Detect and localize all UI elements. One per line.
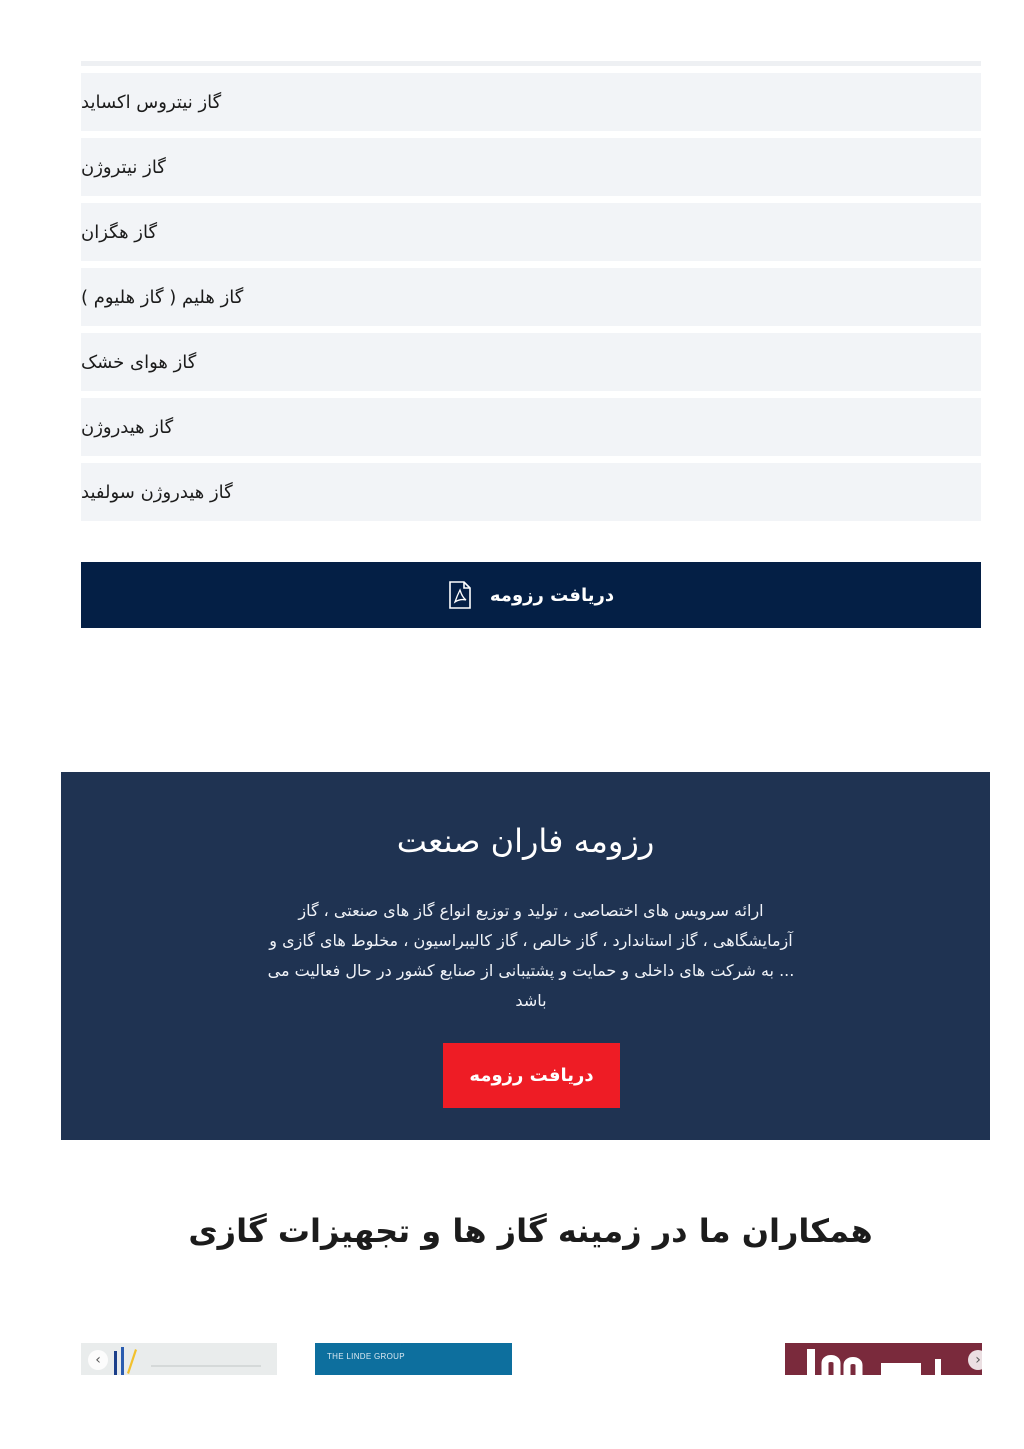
list-item-label: گاز هلیم ( گاز هلیوم ) <box>81 286 244 308</box>
list-item-label: گاز نیتروس اکساید <box>81 91 222 113</box>
list-item-label: گاز هگزان <box>81 221 158 243</box>
carousel-prev-icon[interactable]: ‹ <box>88 1350 108 1370</box>
list-item[interactable] <box>81 73 981 131</box>
download-resume-button[interactable]: دریافت رزومه <box>443 1043 620 1108</box>
partner-logo-3[interactable] <box>785 1343 982 1375</box>
promo-description: ارائه سرویس های اختصاصی ، تولید و توزیع انواع گاز های صنعتی ، گاز آزمایشگاهی ، گاز استاندارد ، گاز خالص ، گاز کالیبراسیون ، مخلوط های گازی و ... به شرکت های داخلی و حمایت و پشتیبانی از صنایع کشور در حال فعالیت می باشد <box>267 901 795 1010</box>
list-item[interactable] <box>81 398 981 456</box>
gas-product-list <box>81 73 981 528</box>
list-top-divider <box>81 61 981 66</box>
list-item[interactable] <box>81 138 981 196</box>
promo-title: رزومه فاران صنعت <box>396 822 655 860</box>
list-item[interactable] <box>81 268 981 326</box>
list-item-label: گاز نیتروژن <box>81 156 166 178</box>
list-item[interactable] <box>81 203 981 261</box>
partner-logo-linde[interactable] <box>315 1343 512 1375</box>
resume-promo-section <box>61 772 990 1140</box>
pdf-icon <box>448 581 472 609</box>
partner-logo-1[interactable] <box>81 1343 277 1375</box>
linde-logo-text: THE LINDE GROUP <box>327 1352 405 1361</box>
list-item-label: گاز هیدروژن سولفید <box>81 481 233 503</box>
list-item-label: گاز هوای خشک <box>81 351 197 373</box>
download-resume-label: دریافت رزومه <box>489 584 615 606</box>
carousel-next-icon[interactable]: › <box>968 1350 988 1370</box>
list-item[interactable] <box>81 333 981 391</box>
list-item-label: گاز هیدروژن <box>81 416 174 438</box>
download-resume-bar-button[interactable] <box>81 562 981 628</box>
partners-heading: همکاران ما در زمینه گاز ها و تجهیزات گازی <box>188 1212 873 1250</box>
list-item[interactable] <box>81 463 981 521</box>
